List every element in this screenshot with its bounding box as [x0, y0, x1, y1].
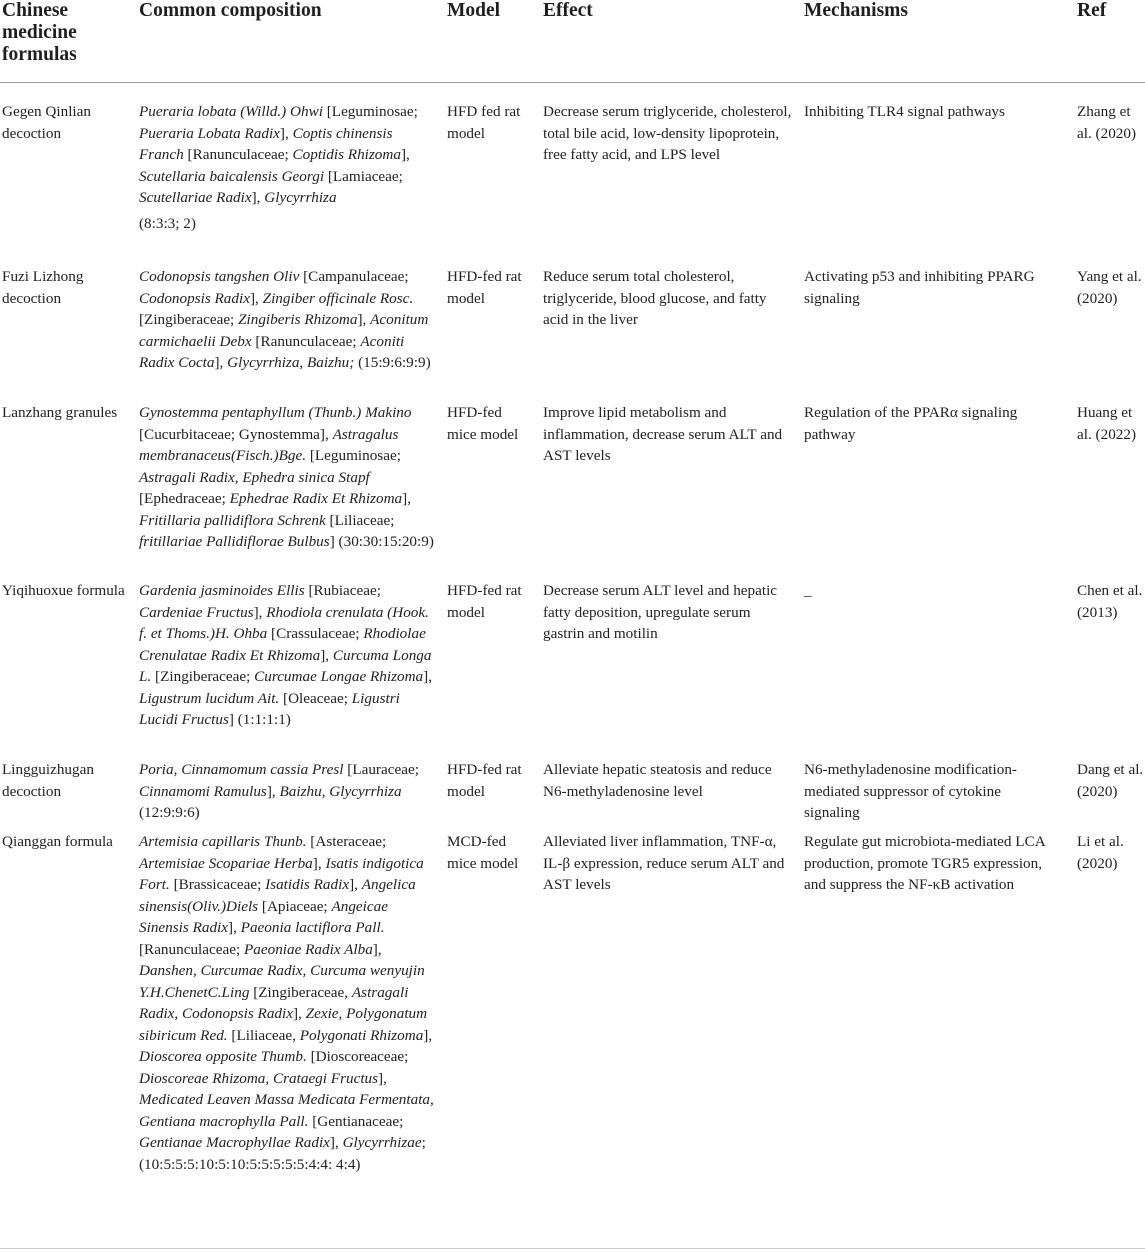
mechanism-cell: Regulate gut microbiota-mediated LCA production, promote TGR5 expression, and suppress the NF-κB activation [804, 833, 1045, 893]
reference-cell: Dang et al. (2020) [1077, 761, 1144, 800]
mechanism-cell: Activating p53 and inhibiting PPARG signaling [804, 268, 1035, 307]
effect-cell: Reduce serum total cholesterol, triglyceride, blood glucose, and fatty acid in the liver [543, 268, 767, 328]
effect-cell: Decrease serum triglyceride, cholesterol, total bile acid, low-density lipoprotein, free fatty acid, and LPS level [543, 103, 792, 163]
header-effect: Effect [543, 0, 593, 21]
reference-cell: Chen et al. (2013) [1077, 582, 1143, 621]
mechanism-cell: _ [804, 582, 812, 599]
mechanism-cell: Inhibiting TLR4 signal pathways [804, 103, 1005, 120]
formula-name: Lanzhang granules [2, 404, 118, 421]
header-ref: Ref [1077, 0, 1107, 21]
formula-name: Yiqihuoxue formula [2, 582, 125, 599]
composition-cell: Codonopsis tangshen Oliv [Campanulaceae; Codonopsis Radix], Zingiber officinale Rosc. [Zingiberaceae; Zingiberis Rhizoma], Aconitum carmichaelii Debx [Ranunculaceae; Aconiti Radix Cocta], Glycyrrhiza, Baizhu; (15:9:6:9:9) [139, 268, 431, 371]
reference-cell: Zhang et al. (2020) [1077, 103, 1137, 142]
header-composition: Common composition [139, 0, 322, 21]
table-header [0, 0, 1145, 83]
header-model: Model [447, 0, 501, 21]
formula-name: Gegen Qinlian decoction [2, 103, 91, 142]
effect-cell: Decrease serum ALT level and hepatic fatty deposition, upregulate serum gastrin and motilin [543, 582, 778, 642]
model-cell: HFD-fed rat model [447, 268, 522, 307]
mechanism-cell: Regulation of the PPARα signaling pathway [804, 404, 1018, 443]
header-mechanisms: Mechanisms [804, 0, 908, 21]
model-cell: HFD-fed rat model [447, 761, 522, 800]
model-cell: MCD-fed mice model [447, 833, 519, 872]
formula-name: Qianggan formula [2, 833, 113, 850]
model-cell: HFD fed rat model [447, 103, 521, 142]
reference-cell: Li et al. (2020) [1077, 833, 1124, 872]
formula-name: Fuzi Lizhong decoction [2, 268, 84, 307]
composition-cell: Artemisia capillaris Thunb. [Asteraceae; Artemisiae Scopariae Herba], Isatis indigotica Fort. [Brassicaceae; Isatidis Radix], Angelica sinensis(Oliv.)Diels [Apiaceae; Angeicae Sinensis Radix], Paeonia lactiflora Pall. [Ranunculaceae; Paeoniae Radix Alba], Danshen, Curcumae Radix, Curcuma wenyujin Y.H.ChenetC.Ling [Zingiberaceae, Astragali Radix, Codonopsis Radix], Zexie, Polygonatum sibiricum Red. [Liliaceae, Polygonati Rhizoma], Dioscorea opposite Thumb. [Dioscoreaceae; Dioscoreae Rhizoma, Crataegi Fructus], Medicated Leaven Massa Medicata Fermentata, Gentiana macrophylla Pall. [Gentianaceae; Gentianae Macrophyllae Radix], Glycyrrhizae; (10:5:5:5:10:5:10:5:5:5:5:5:4:4: 4:4) [139, 833, 434, 1173]
mechanism-cell: N6-methyladenosine modification-mediated suppressor of cytokine signaling [804, 761, 1017, 821]
reference-cell: Yang et al. (2020) [1077, 268, 1142, 307]
table-bottom-rule [0, 1248, 1145, 1249]
composition-ratio: (8:3:3; 2) [139, 214, 196, 232]
model-cell: HFD-fed rat model [447, 582, 522, 621]
composition-cell [139, 101, 437, 234]
header-formulas: Chinese medicine formulas [2, 0, 77, 65]
composition-cell: Gynostemma pentaphyllum (Thunb.) Makino [Cucurbitaceae; Gynostemma], Astragalus membranaceus(Fisch.)Bge. [Leguminosae; Astragali Radix, Ephedra sinica Stapf [Ephedraceae; Ephedrae Radix Et Rhizoma], Fritillaria pallidiflora Schrenk [Liliaceae; fritillariae Pallidiflorae Bulbus] (30:30:15:20:9) [139, 404, 434, 550]
composition-text: Pueraria lobata (Willd.) Ohwi [Leguminosae; Pueraria Lobata Radix], Coptis chinensis Franch [Ranunculaceae; Coptidis Rhizoma], Scutellaria baicalensis Georgi [Lamiaceae; Scutellariae Radix], Glycyrrhiza [139, 103, 418, 206]
effect-cell: Alleviated liver inflammation, TNF-α, IL-β expression, reduce serum ALT and AST levels [543, 833, 785, 893]
formula-name: Lingguizhugan decoction [2, 761, 94, 800]
effect-cell: Alleviate hepatic steatosis and reduce N6-methyladenosine level [543, 761, 772, 800]
model-cell: HFD-fed mice model [447, 404, 519, 443]
effect-cell: Improve lipid metabolism and inflammation, decrease serum ALT and AST levels [543, 404, 783, 464]
composition-cell: Gardenia jasminoides Ellis [Rubiaceae; Cardeniae Fructus], Rhodiola crenulata (Hook. f. et Thoms.)H. Ohba [Crassulaceae; Rhodiolae Crenulatae Radix Et Rhizoma], Curcuma Longa L. [Zingiberaceae; Curcumae Longae Rhizoma], Ligustrum lucidum Ait. [Oleaceae; Ligustri Lucidi Fructus] (1:1:1:1) [139, 582, 433, 728]
composition-cell: Poria, Cinnamomum cassia Presl [Lauraceae; Cinnamomi Ramulus], Baizhu, Glycyrrhiza (12:9:9:6) [139, 761, 419, 821]
reference-cell: Huang et al. (2022) [1077, 404, 1137, 443]
